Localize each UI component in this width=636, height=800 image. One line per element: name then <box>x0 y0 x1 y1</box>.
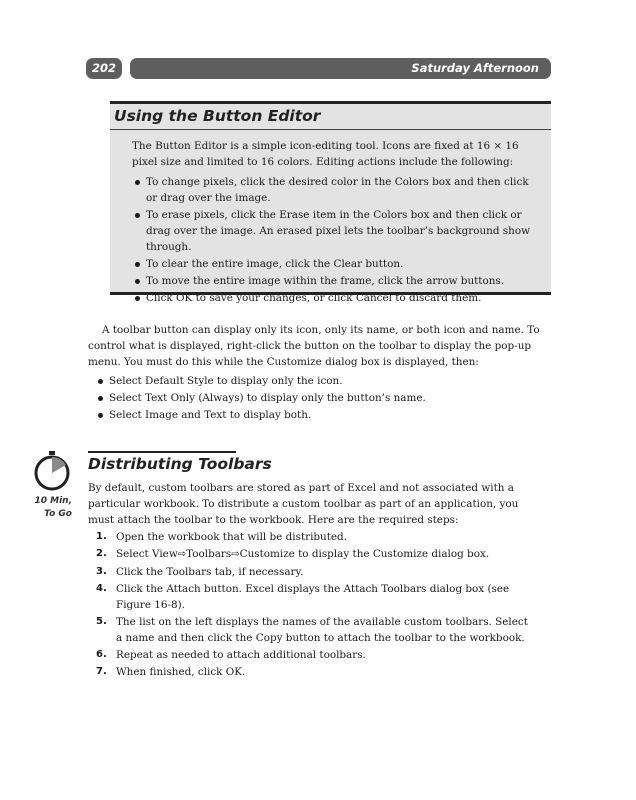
step-number: 3. <box>96 566 107 577</box>
section-heading: Distributing Toolbars <box>88 455 272 473</box>
step-text: The list on the left displays the names of the available custom toolbars. Select a name and then click the Copy button to attach the toolbar to the workbook. <box>116 616 528 644</box>
step-number: 7. <box>96 666 107 677</box>
menu-arrow-icon: ⇨ <box>231 549 240 560</box>
step-text: Open the workbook that will be distributed. <box>116 531 348 543</box>
step-item <box>96 664 536 680</box>
section-paragraph: By default, custom toolbars are stored as part of Excel and not associated with a particular workbook. To distribute a custom toolbar as part of an application, you must attach the toolbar to the workbook. Here are the required steps: <box>88 482 519 526</box>
page-number: 202 <box>86 58 122 79</box>
section-title: Saturday Afternoon <box>411 61 539 75</box>
body-bullet-list <box>95 373 535 424</box>
sidebar-title: Using the Button Editor <box>114 107 321 125</box>
margin-note-line: To Go <box>44 509 72 519</box>
step-item <box>96 564 536 580</box>
margin-note-line: 10 Min, <box>34 496 72 506</box>
step-number: 4. <box>96 583 107 594</box>
step-text: When finished, click OK. <box>116 666 246 678</box>
section-rule <box>88 451 236 453</box>
body-bullet: Select Text Only (Always) to display only the button’s name. <box>95 390 535 406</box>
stopwatch-icon <box>32 451 72 491</box>
sidebar-title-rule <box>110 129 551 130</box>
step-text: Select View <box>116 548 178 560</box>
sidebar-bullet: To erase pixels, click the Erase item in the Colors box and then click or drag over the image. An erased pixel lets the toolbar’s background show through. <box>132 207 534 255</box>
sidebar-bullet: To change pixels, click the desired color in the Colors box and then click or drag over the image. <box>132 174 534 206</box>
step-number: 5. <box>96 616 107 627</box>
step-number: 1. <box>96 531 107 542</box>
steps-list <box>96 529 536 681</box>
body-bullet: Select Default Style to display only the icon. <box>95 373 535 389</box>
step-text: Repeat as needed to attach additional toolbars. <box>116 649 366 661</box>
step-text: Click the Attach button. Excel displays the Attach Toolbars dialog box (see Figure 16-8). <box>116 583 510 611</box>
menu-arrow-icon: ⇨ <box>177 549 187 560</box>
step-text: Toolbars <box>186 548 232 560</box>
body-bullet: Select Image and Text to display both. <box>95 407 535 423</box>
step-text: Customize to display the Customize dialog box. <box>239 548 490 560</box>
sidebar-intro: The Button Editor is a simple icon-editing tool. Icons are fixed at 16 × 16 pixel size and limited to 16 colors. Editing actions include the following: <box>132 140 519 168</box>
sidebar-bullet: To clear the entire image, click the Clear button. <box>132 256 534 272</box>
step-item <box>96 614 536 646</box>
step-item <box>96 546 536 563</box>
step-text: Click the Toolbars tab, if necessary. <box>116 566 304 578</box>
step-number: 2. <box>96 548 107 559</box>
step-number: 6. <box>96 649 107 660</box>
sidebar-bullet: Click OK to save your changes, or click Cancel to discard them. <box>132 290 534 306</box>
step-item <box>96 581 536 613</box>
body-paragraph: A toolbar button can display only its icon, only its name, or both icon and name. To control what is displayed, right-click the button on the toolbar to display the pop-up menu. You must do this while the Customize dialog box is displayed, then: <box>88 324 540 368</box>
margin-note <box>20 495 72 521</box>
sidebar-body <box>132 138 534 307</box>
running-header <box>130 58 551 79</box>
sidebar-bullet: To move the entire image within the frame, click the arrow buttons. <box>132 273 534 289</box>
sidebar-box <box>110 101 551 304</box>
step-item <box>96 529 536 545</box>
step-item <box>96 647 536 663</box>
sidebar-bullet-list <box>132 174 534 306</box>
